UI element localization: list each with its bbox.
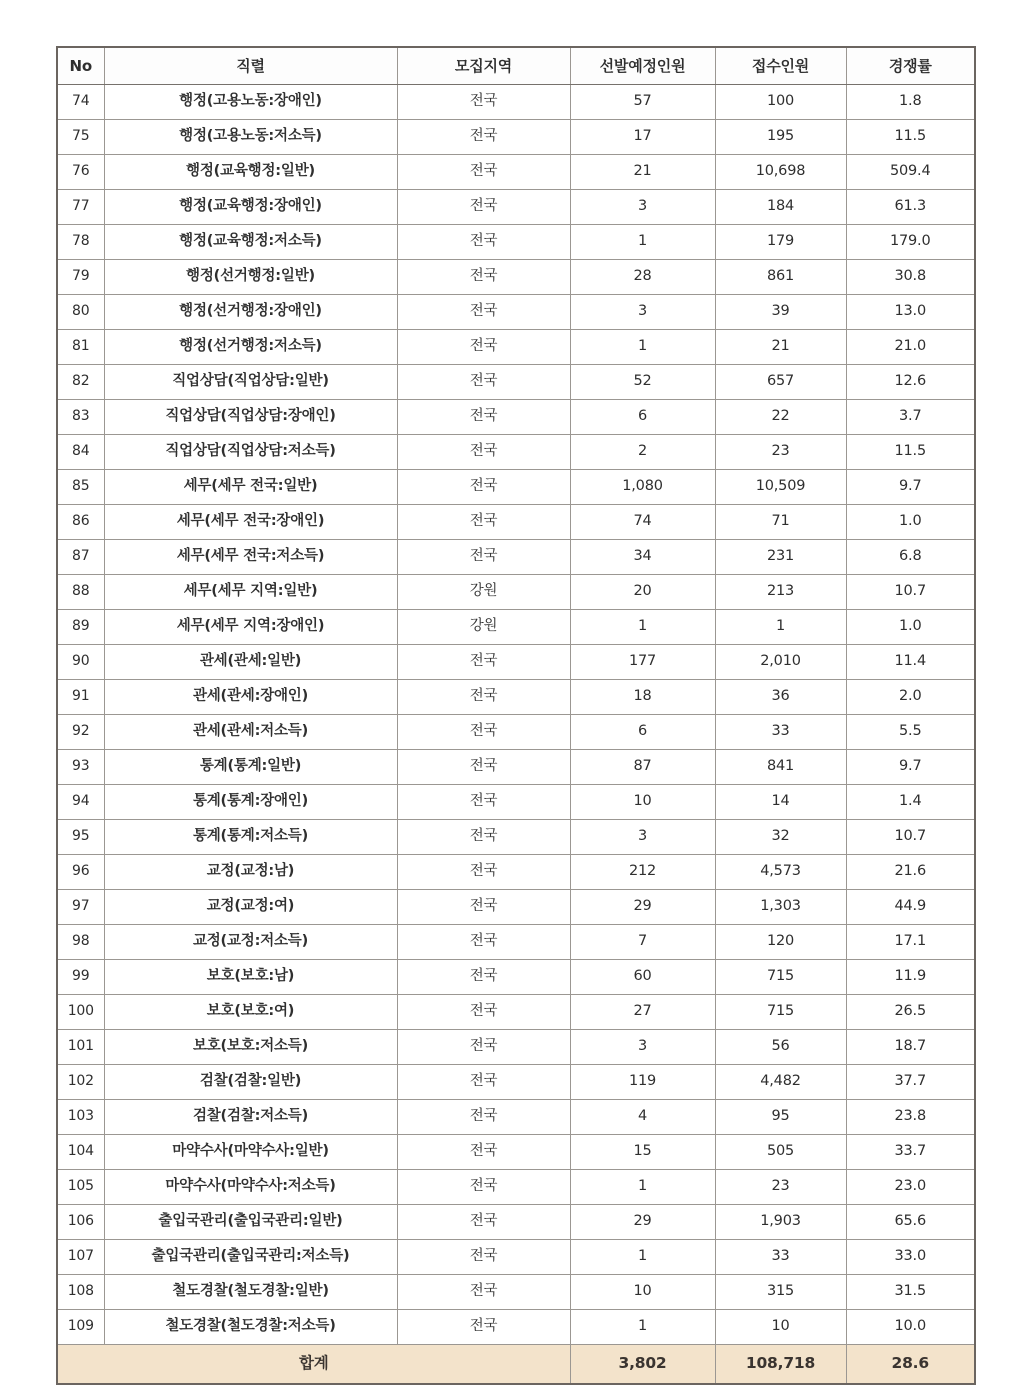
cell-quota: 52 (570, 365, 715, 400)
cell-no: 82 (57, 365, 104, 400)
cell-region: 전국 (397, 1310, 570, 1345)
table-row (57, 505, 975, 540)
cell-ratio: 1.0 (846, 610, 975, 645)
cell-ratio: 21.0 (846, 330, 975, 365)
cell-ratio: 37.7 (846, 1065, 975, 1100)
cell-ratio: 44.9 (846, 890, 975, 925)
cell-region: 전국 (397, 1100, 570, 1135)
cell-series: 교정(교정:여) (104, 890, 397, 925)
cell-series: 세무(세무 전국:장애인) (104, 505, 397, 540)
cell-ratio: 10.7 (846, 575, 975, 610)
cell-region: 전국 (397, 890, 570, 925)
cell-applicants: 2,010 (715, 645, 846, 680)
cell-no: 96 (57, 855, 104, 890)
cell-quota: 1 (570, 330, 715, 365)
cell-quota: 3 (570, 820, 715, 855)
cell-region: 전국 (397, 85, 570, 120)
cell-series: 행정(선거행정:장애인) (104, 295, 397, 330)
table-row (57, 715, 975, 750)
cell-region: 전국 (397, 960, 570, 995)
cell-no: 85 (57, 470, 104, 505)
cell-no: 75 (57, 120, 104, 155)
cell-region: 전국 (397, 1240, 570, 1275)
cell-ratio: 33.7 (846, 1135, 975, 1170)
cell-no: 86 (57, 505, 104, 540)
cell-series: 행정(교육행정:저소득) (104, 225, 397, 260)
cell-no: 95 (57, 820, 104, 855)
table-row (57, 680, 975, 715)
table-row (57, 85, 975, 120)
cell-applicants: 861 (715, 260, 846, 295)
cell-no: 98 (57, 925, 104, 960)
cell-no: 80 (57, 295, 104, 330)
cell-ratio: 509.4 (846, 155, 975, 190)
cell-no: 97 (57, 890, 104, 925)
cell-applicants: 95 (715, 1100, 846, 1135)
table-body (57, 85, 975, 1345)
table-row (57, 1065, 975, 1100)
cell-no: 108 (57, 1275, 104, 1310)
cell-ratio: 12.6 (846, 365, 975, 400)
cell-no: 89 (57, 610, 104, 645)
cell-applicants: 1 (715, 610, 846, 645)
cell-series: 마약수사(마약수사:일반) (104, 1135, 397, 1170)
cell-quota: 10 (570, 785, 715, 820)
cell-series: 행정(고용노동:저소득) (104, 120, 397, 155)
cell-quota: 177 (570, 645, 715, 680)
cell-ratio: 23.8 (846, 1100, 975, 1135)
cell-series: 세무(세무 전국:저소득) (104, 540, 397, 575)
table-row (57, 1100, 975, 1135)
cell-ratio: 6.8 (846, 540, 975, 575)
cell-applicants: 715 (715, 960, 846, 995)
cell-applicants: 715 (715, 995, 846, 1030)
cell-ratio: 18.7 (846, 1030, 975, 1065)
cell-quota: 3 (570, 190, 715, 225)
cell-series: 출입국관리(출입국관리:일반) (104, 1205, 397, 1240)
table-footer (57, 1345, 975, 1385)
total-label: 합계 (57, 1345, 570, 1385)
cell-applicants: 315 (715, 1275, 846, 1310)
cell-applicants: 33 (715, 715, 846, 750)
table-row (57, 1030, 975, 1065)
cell-applicants: 36 (715, 680, 846, 715)
column-header-region: 모집지역 (397, 47, 570, 85)
cell-no: 84 (57, 435, 104, 470)
cell-series: 교정(교정:저소득) (104, 925, 397, 960)
cell-region: 전국 (397, 820, 570, 855)
column-header-no: No (57, 47, 104, 85)
table-row (57, 1135, 975, 1170)
cell-quota: 34 (570, 540, 715, 575)
cell-series: 검찰(검찰:일반) (104, 1065, 397, 1100)
cell-applicants: 10,509 (715, 470, 846, 505)
total-applicants: 108,718 (715, 1345, 846, 1385)
cell-quota: 7 (570, 925, 715, 960)
cell-ratio: 23.0 (846, 1170, 975, 1205)
cell-quota: 2 (570, 435, 715, 470)
cell-region: 전국 (397, 225, 570, 260)
cell-quota: 18 (570, 680, 715, 715)
cell-no: 94 (57, 785, 104, 820)
cell-region: 전국 (397, 1205, 570, 1240)
cell-applicants: 71 (715, 505, 846, 540)
table-row (57, 785, 975, 820)
table-row (57, 750, 975, 785)
table-row (57, 365, 975, 400)
cell-quota: 87 (570, 750, 715, 785)
cell-applicants: 56 (715, 1030, 846, 1065)
cell-no: 91 (57, 680, 104, 715)
cell-quota: 1 (570, 1170, 715, 1205)
table-row (57, 890, 975, 925)
cell-applicants: 841 (715, 750, 846, 785)
cell-quota: 119 (570, 1065, 715, 1100)
cell-quota: 1,080 (570, 470, 715, 505)
cell-series: 세무(세무 전국:일반) (104, 470, 397, 505)
cell-quota: 29 (570, 890, 715, 925)
cell-ratio: 11.9 (846, 960, 975, 995)
competition-rate-table (56, 46, 976, 1385)
total-quota: 3,802 (570, 1345, 715, 1385)
table-row (57, 120, 975, 155)
cell-no: 74 (57, 85, 104, 120)
cell-no: 76 (57, 155, 104, 190)
cell-region: 전국 (397, 1275, 570, 1310)
cell-no: 79 (57, 260, 104, 295)
cell-ratio: 10.7 (846, 820, 975, 855)
cell-region: 전국 (397, 715, 570, 750)
cell-ratio: 30.8 (846, 260, 975, 295)
cell-no: 93 (57, 750, 104, 785)
cell-series: 보호(보호:남) (104, 960, 397, 995)
cell-quota: 74 (570, 505, 715, 540)
cell-ratio: 1.0 (846, 505, 975, 540)
cell-no: 101 (57, 1030, 104, 1065)
cell-quota: 20 (570, 575, 715, 610)
cell-region: 전국 (397, 365, 570, 400)
cell-series: 보호(보호:저소득) (104, 1030, 397, 1065)
cell-ratio: 13.0 (846, 295, 975, 330)
cell-series: 통계(통계:일반) (104, 750, 397, 785)
cell-ratio: 1.4 (846, 785, 975, 820)
table-row (57, 225, 975, 260)
cell-series: 직업상담(직업상담:저소득) (104, 435, 397, 470)
cell-no: 92 (57, 715, 104, 750)
cell-series: 통계(통계:저소득) (104, 820, 397, 855)
cell-no: 100 (57, 995, 104, 1030)
cell-ratio: 11.4 (846, 645, 975, 680)
cell-applicants: 184 (715, 190, 846, 225)
cell-applicants: 505 (715, 1135, 846, 1170)
cell-series: 보호(보호:여) (104, 995, 397, 1030)
table-row (57, 330, 975, 365)
cell-series: 관세(관세:일반) (104, 645, 397, 680)
cell-region: 전국 (397, 470, 570, 505)
cell-ratio: 31.5 (846, 1275, 975, 1310)
cell-applicants: 39 (715, 295, 846, 330)
table-header (57, 47, 975, 85)
cell-ratio: 17.1 (846, 925, 975, 960)
cell-series: 행정(선거행정:저소득) (104, 330, 397, 365)
cell-series: 세무(세무 지역:장애인) (104, 610, 397, 645)
cell-applicants: 32 (715, 820, 846, 855)
table-row (57, 1240, 975, 1275)
cell-quota: 212 (570, 855, 715, 890)
cell-series: 관세(관세:저소득) (104, 715, 397, 750)
cell-quota: 1 (570, 1240, 715, 1275)
cell-quota: 57 (570, 85, 715, 120)
cell-no: 102 (57, 1065, 104, 1100)
table-row (57, 190, 975, 225)
cell-series: 직업상담(직업상담:일반) (104, 365, 397, 400)
cell-series: 검찰(검찰:저소득) (104, 1100, 397, 1135)
cell-region: 전국 (397, 260, 570, 295)
cell-ratio: 9.7 (846, 750, 975, 785)
cell-ratio: 65.6 (846, 1205, 975, 1240)
cell-region: 전국 (397, 1135, 570, 1170)
cell-applicants: 120 (715, 925, 846, 960)
cell-quota: 15 (570, 1135, 715, 1170)
table-row (57, 855, 975, 890)
cell-no: 88 (57, 575, 104, 610)
table-row (57, 610, 975, 645)
cell-series: 통계(통계:장애인) (104, 785, 397, 820)
cell-region: 전국 (397, 155, 570, 190)
cell-region: 전국 (397, 435, 570, 470)
cell-quota: 4 (570, 1100, 715, 1135)
cell-region: 전국 (397, 295, 570, 330)
cell-no: 90 (57, 645, 104, 680)
cell-no: 104 (57, 1135, 104, 1170)
table-row (57, 540, 975, 575)
header-row (57, 47, 975, 85)
cell-no: 78 (57, 225, 104, 260)
table-row (57, 995, 975, 1030)
cell-ratio: 1.8 (846, 85, 975, 120)
cell-series: 행정(고용노동:장애인) (104, 85, 397, 120)
cell-region: 전국 (397, 645, 570, 680)
cell-ratio: 3.7 (846, 400, 975, 435)
table-row (57, 960, 975, 995)
cell-quota: 3 (570, 295, 715, 330)
cell-ratio: 10.0 (846, 1310, 975, 1345)
cell-series: 세무(세무 지역:일반) (104, 575, 397, 610)
cell-applicants: 657 (715, 365, 846, 400)
cell-applicants: 23 (715, 435, 846, 470)
cell-region: 전국 (397, 120, 570, 155)
cell-quota: 27 (570, 995, 715, 1030)
cell-quota: 1 (570, 1310, 715, 1345)
cell-series: 마약수사(마약수사:저소득) (104, 1170, 397, 1205)
table-row (57, 1310, 975, 1345)
cell-no: 99 (57, 960, 104, 995)
cell-no: 103 (57, 1100, 104, 1135)
table-row (57, 1275, 975, 1310)
cell-applicants: 231 (715, 540, 846, 575)
cell-ratio: 33.0 (846, 1240, 975, 1275)
total-row (57, 1345, 975, 1385)
cell-series: 행정(교육행정:장애인) (104, 190, 397, 225)
cell-region: 전국 (397, 1065, 570, 1100)
column-header-quota: 선발예정인원 (570, 47, 715, 85)
cell-applicants: 1,903 (715, 1205, 846, 1240)
cell-region: 전국 (397, 785, 570, 820)
cell-quota: 1 (570, 610, 715, 645)
cell-series: 철도경찰(철도경찰:저소득) (104, 1310, 397, 1345)
cell-no: 109 (57, 1310, 104, 1345)
cell-region: 전국 (397, 680, 570, 715)
cell-applicants: 14 (715, 785, 846, 820)
competition-rate-table-container (56, 46, 974, 1385)
cell-quota: 29 (570, 1205, 715, 1240)
table-row (57, 645, 975, 680)
cell-no: 83 (57, 400, 104, 435)
cell-region: 전국 (397, 1030, 570, 1065)
column-header-applicants: 접수인원 (715, 47, 846, 85)
table-row (57, 820, 975, 855)
cell-region: 전국 (397, 400, 570, 435)
cell-quota: 6 (570, 400, 715, 435)
column-header-series: 직렬 (104, 47, 397, 85)
cell-region: 전국 (397, 330, 570, 365)
cell-quota: 1 (570, 225, 715, 260)
cell-ratio: 2.0 (846, 680, 975, 715)
table-row (57, 575, 975, 610)
cell-applicants: 21 (715, 330, 846, 365)
table-row (57, 470, 975, 505)
cell-ratio: 9.7 (846, 470, 975, 505)
cell-quota: 3 (570, 1030, 715, 1065)
cell-ratio: 61.3 (846, 190, 975, 225)
table-row (57, 260, 975, 295)
column-header-ratio: 경쟁률 (846, 47, 975, 85)
cell-ratio: 11.5 (846, 120, 975, 155)
cell-applicants: 10 (715, 1310, 846, 1345)
cell-series: 행정(교육행정:일반) (104, 155, 397, 190)
cell-region: 전국 (397, 855, 570, 890)
cell-no: 81 (57, 330, 104, 365)
cell-series: 철도경찰(철도경찰:일반) (104, 1275, 397, 1310)
total-ratio: 28.6 (846, 1345, 975, 1385)
table-row (57, 400, 975, 435)
cell-quota: 17 (570, 120, 715, 155)
cell-no: 106 (57, 1205, 104, 1240)
cell-quota: 21 (570, 155, 715, 190)
cell-region: 전국 (397, 505, 570, 540)
cell-applicants: 213 (715, 575, 846, 610)
table-row (57, 435, 975, 470)
cell-region: 전국 (397, 190, 570, 225)
cell-ratio: 21.6 (846, 855, 975, 890)
cell-ratio: 179.0 (846, 225, 975, 260)
cell-quota: 60 (570, 960, 715, 995)
cell-applicants: 22 (715, 400, 846, 435)
cell-region: 전국 (397, 995, 570, 1030)
cell-applicants: 23 (715, 1170, 846, 1205)
cell-ratio: 5.5 (846, 715, 975, 750)
cell-ratio: 11.5 (846, 435, 975, 470)
cell-quota: 10 (570, 1275, 715, 1310)
cell-series: 행정(선거행정:일반) (104, 260, 397, 295)
cell-ratio: 26.5 (846, 995, 975, 1030)
cell-applicants: 4,573 (715, 855, 846, 890)
cell-series: 교정(교정:남) (104, 855, 397, 890)
cell-no: 105 (57, 1170, 104, 1205)
cell-quota: 6 (570, 715, 715, 750)
table-row (57, 155, 975, 190)
cell-applicants: 195 (715, 120, 846, 155)
cell-region: 강원 (397, 575, 570, 610)
cell-no: 77 (57, 190, 104, 225)
cell-region: 전국 (397, 925, 570, 960)
cell-applicants: 4,482 (715, 1065, 846, 1100)
table-row (57, 925, 975, 960)
cell-applicants: 179 (715, 225, 846, 260)
cell-region: 전국 (397, 540, 570, 575)
table-row (57, 1170, 975, 1205)
cell-series: 관세(관세:장애인) (104, 680, 397, 715)
cell-applicants: 1,303 (715, 890, 846, 925)
table-row (57, 1205, 975, 1240)
cell-series: 직업상담(직업상담:장애인) (104, 400, 397, 435)
cell-no: 87 (57, 540, 104, 575)
cell-region: 전국 (397, 750, 570, 785)
cell-applicants: 100 (715, 85, 846, 120)
table-row (57, 295, 975, 330)
cell-applicants: 10,698 (715, 155, 846, 190)
cell-region: 전국 (397, 1170, 570, 1205)
cell-region: 강원 (397, 610, 570, 645)
cell-no: 107 (57, 1240, 104, 1275)
cell-quota: 28 (570, 260, 715, 295)
cell-applicants: 33 (715, 1240, 846, 1275)
cell-series: 출입국관리(출입국관리:저소득) (104, 1240, 397, 1275)
